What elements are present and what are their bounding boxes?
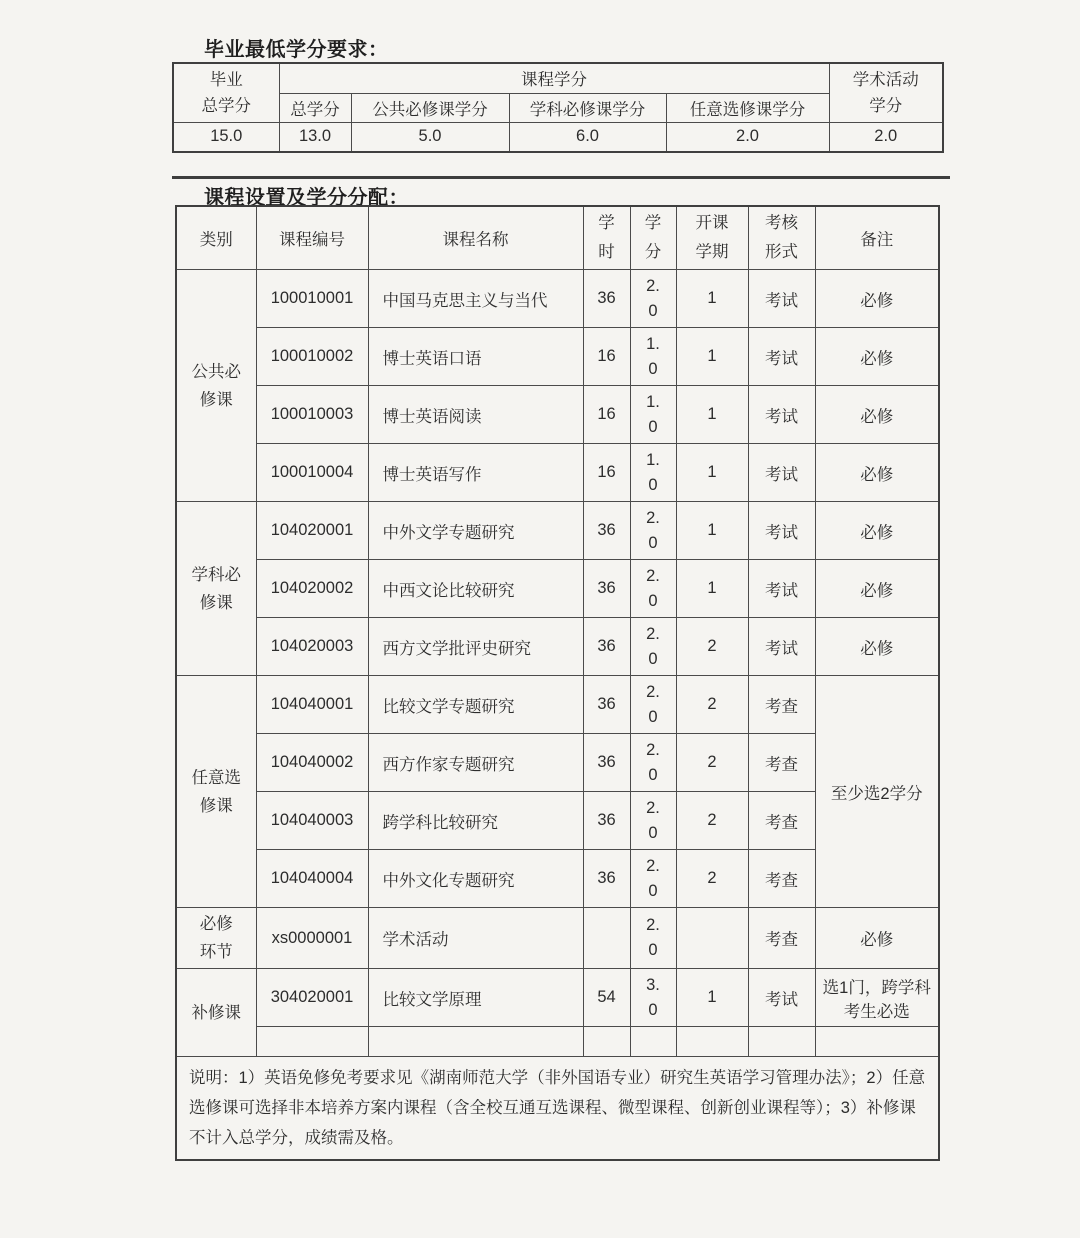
cell-course-name: 博士英语口语 (368, 328, 583, 386)
cell-code: 104040002 (256, 734, 368, 792)
cell-course-name: 跨学科比较研究 (368, 792, 583, 850)
cell-code: 104040004 (256, 850, 368, 908)
subheader-total-credits: 总学分 (279, 93, 351, 122)
graduation-credits-table (172, 62, 944, 153)
cell-semester: 2 (676, 618, 748, 676)
cell-credits: 2.0 (630, 502, 676, 560)
cell-hours: 36 (583, 850, 630, 908)
cell-remark: 必修 (815, 386, 939, 444)
cell-exam: 考查 (748, 734, 815, 792)
cell-semester: 1 (676, 386, 748, 444)
cell-exam: 考试 (748, 969, 815, 1027)
cell-semester (676, 908, 748, 969)
cell-course-name: 中外文学专题研究 (368, 502, 583, 560)
cell-category-supplementary: 补修课 (176, 969, 256, 1057)
empty-cell (256, 1027, 368, 1057)
col-header-exam: 考核形式 (748, 206, 815, 270)
col-header-credits: 学分 (630, 206, 676, 270)
header-academic-activity-credits: 学术活动 学分 (829, 63, 943, 122)
cell-credits: 2.0 (630, 734, 676, 792)
cell-code: 104020001 (256, 502, 368, 560)
cell-remark: 必修 (815, 270, 939, 328)
cell-hours: 36 (583, 560, 630, 618)
cell-semester: 1 (676, 328, 748, 386)
cell-course-name: 博士英语阅读 (368, 386, 583, 444)
section-title-graduation-credits: 毕业最低学分要求： (204, 39, 389, 61)
subheader-public-required-credits: 公共必修课学分 (351, 93, 509, 122)
cell-hours: 54 (583, 969, 630, 1027)
header-row (176, 206, 939, 270)
empty-cell (630, 1027, 676, 1057)
table-row (176, 969, 939, 1027)
cell-hours: 36 (583, 270, 630, 328)
table-row (176, 618, 939, 676)
cell-hours: 16 (583, 328, 630, 386)
col-header-hours: 学时 (583, 206, 630, 270)
empty-cell (748, 1027, 815, 1057)
cell-semester: 1 (676, 560, 748, 618)
cell-hours: 36 (583, 618, 630, 676)
cell-hours: 16 (583, 444, 630, 502)
cell-code: 104020003 (256, 618, 368, 676)
cell-semester: 1 (676, 969, 748, 1027)
cell-exam: 考查 (748, 792, 815, 850)
empty-cell (815, 1027, 939, 1057)
cell-hours: 36 (583, 676, 630, 734)
cell-exam: 考试 (748, 560, 815, 618)
course-credit-table (175, 205, 940, 1161)
header-course-credits: 课程学分 (279, 63, 829, 93)
cell-code: 104040001 (256, 676, 368, 734)
cell-credits: 2.0 (630, 270, 676, 328)
cell-exam: 考试 (748, 270, 815, 328)
cell-code: 100010001 (256, 270, 368, 328)
cell-credits: 2.0 (630, 908, 676, 969)
col-header-category: 类别 (176, 206, 256, 270)
cell-credits: 2.0 (630, 792, 676, 850)
col-header-semester: 开课学期 (676, 206, 748, 270)
cell-course-name: 西方文学批评史研究 (368, 618, 583, 676)
cell-course-name: 中国马克思主义与当代 (368, 270, 583, 328)
table-row (176, 328, 939, 386)
header-graduation-total: 毕业 总学分 (173, 63, 279, 122)
cell-credits: 1.0 (630, 386, 676, 444)
cell-semester: 1 (676, 444, 748, 502)
cell-category-elective: 任意选修课 (176, 676, 256, 908)
cell-category-subject-required: 学科必修课 (176, 502, 256, 676)
cell-exam: 考查 (748, 850, 815, 908)
cell-remark: 必修 (815, 618, 939, 676)
cell-exam: 考试 (748, 618, 815, 676)
cell-credits: 3.0 (630, 969, 676, 1027)
table-row (176, 560, 939, 618)
cell-exam: 考试 (748, 328, 815, 386)
cell-remark: 必修 (815, 328, 939, 386)
cell-credits: 2.0 (630, 618, 676, 676)
value-subject-required: 6.0 (509, 122, 666, 152)
table-notes: 说明：1）英语免修免考要求见《湖南师范大学（非外国语专业）研究生英语学习管理办法》；2）任意选修课可选择非本培养方案内课程（含全校互通互选课程、微型课程、创新创业课程等）；3）补修课不计入总学分，成绩需及格。 (176, 1057, 939, 1161)
cell-credits: 1.0 (630, 444, 676, 502)
empty-cell (368, 1027, 583, 1057)
cell-hours: 16 (583, 386, 630, 444)
col-header-name: 课程名称 (368, 206, 583, 270)
subheader-elective-credits: 任意选修课学分 (666, 93, 829, 122)
cell-exam: 考查 (748, 676, 815, 734)
cell-remark: 必修 (815, 444, 939, 502)
cell-credits: 1.0 (630, 328, 676, 386)
cell-hours: 36 (583, 734, 630, 792)
cell-remark-elective-group: 至少选2学分 (815, 676, 939, 908)
cell-semester: 2 (676, 676, 748, 734)
cell-remark: 必修 (815, 502, 939, 560)
cell-code: xs0000001 (256, 908, 368, 969)
cell-hours (583, 908, 630, 969)
col-header-code: 课程编号 (256, 206, 368, 270)
cell-semester: 2 (676, 734, 748, 792)
cell-remark: 选1门，跨学科考生必选 (815, 969, 939, 1027)
value-elective: 2.0 (666, 122, 829, 152)
cell-semester: 1 (676, 502, 748, 560)
empty-cell (676, 1027, 748, 1057)
table-row (176, 270, 939, 328)
cell-exam: 考试 (748, 502, 815, 560)
cell-code: 304020001 (256, 969, 368, 1027)
cell-course-name: 比较文学专题研究 (368, 676, 583, 734)
cell-category-public-required: 公共必修课 (176, 270, 256, 502)
cell-course-name: 中外文化专题研究 (368, 850, 583, 908)
empty-cell (583, 1027, 630, 1057)
cell-semester: 1 (676, 270, 748, 328)
table-row (176, 386, 939, 444)
cell-code: 100010003 (256, 386, 368, 444)
cell-hours: 36 (583, 502, 630, 560)
cell-remark: 必修 (815, 908, 939, 969)
cell-exam: 考试 (748, 386, 815, 444)
cell-category-required-step: 必修环节 (176, 908, 256, 969)
notes-row (176, 1057, 939, 1161)
cell-code: 100010004 (256, 444, 368, 502)
cell-code: 100010002 (256, 328, 368, 386)
cell-exam: 考查 (748, 908, 815, 969)
cell-semester: 2 (676, 792, 748, 850)
table-row (176, 502, 939, 560)
cell-course-name: 中西文论比较研究 (368, 560, 583, 618)
cell-course-name: 学术活动 (368, 908, 583, 969)
cell-hours: 36 (583, 792, 630, 850)
cell-credits: 2.0 (630, 676, 676, 734)
empty-row (176, 1027, 939, 1057)
cell-course-name: 西方作家专题研究 (368, 734, 583, 792)
cell-code: 104040003 (256, 792, 368, 850)
cell-credits: 2.0 (630, 560, 676, 618)
cell-course-name: 比较文学原理 (368, 969, 583, 1027)
value-course-total: 13.0 (279, 122, 351, 152)
value-public-required: 5.0 (351, 122, 509, 152)
cell-code: 104020002 (256, 560, 368, 618)
col-header-remark: 备注 (815, 206, 939, 270)
subheader-subject-required-credits: 学科必修课学分 (509, 93, 666, 122)
cell-credits: 2.0 (630, 850, 676, 908)
table-row (176, 444, 939, 502)
section-divider-line (172, 176, 950, 179)
cell-course-name: 博士英语写作 (368, 444, 583, 502)
cell-exam: 考试 (748, 444, 815, 502)
table-row (176, 676, 939, 734)
section-title-course-setup: 课程设置及学分分配： (204, 187, 409, 209)
value-graduation-total: 15.0 (173, 122, 279, 152)
cell-remark: 必修 (815, 560, 939, 618)
value-academic-activity: 2.0 (829, 122, 943, 152)
table-row (176, 908, 939, 969)
cell-semester: 2 (676, 850, 748, 908)
